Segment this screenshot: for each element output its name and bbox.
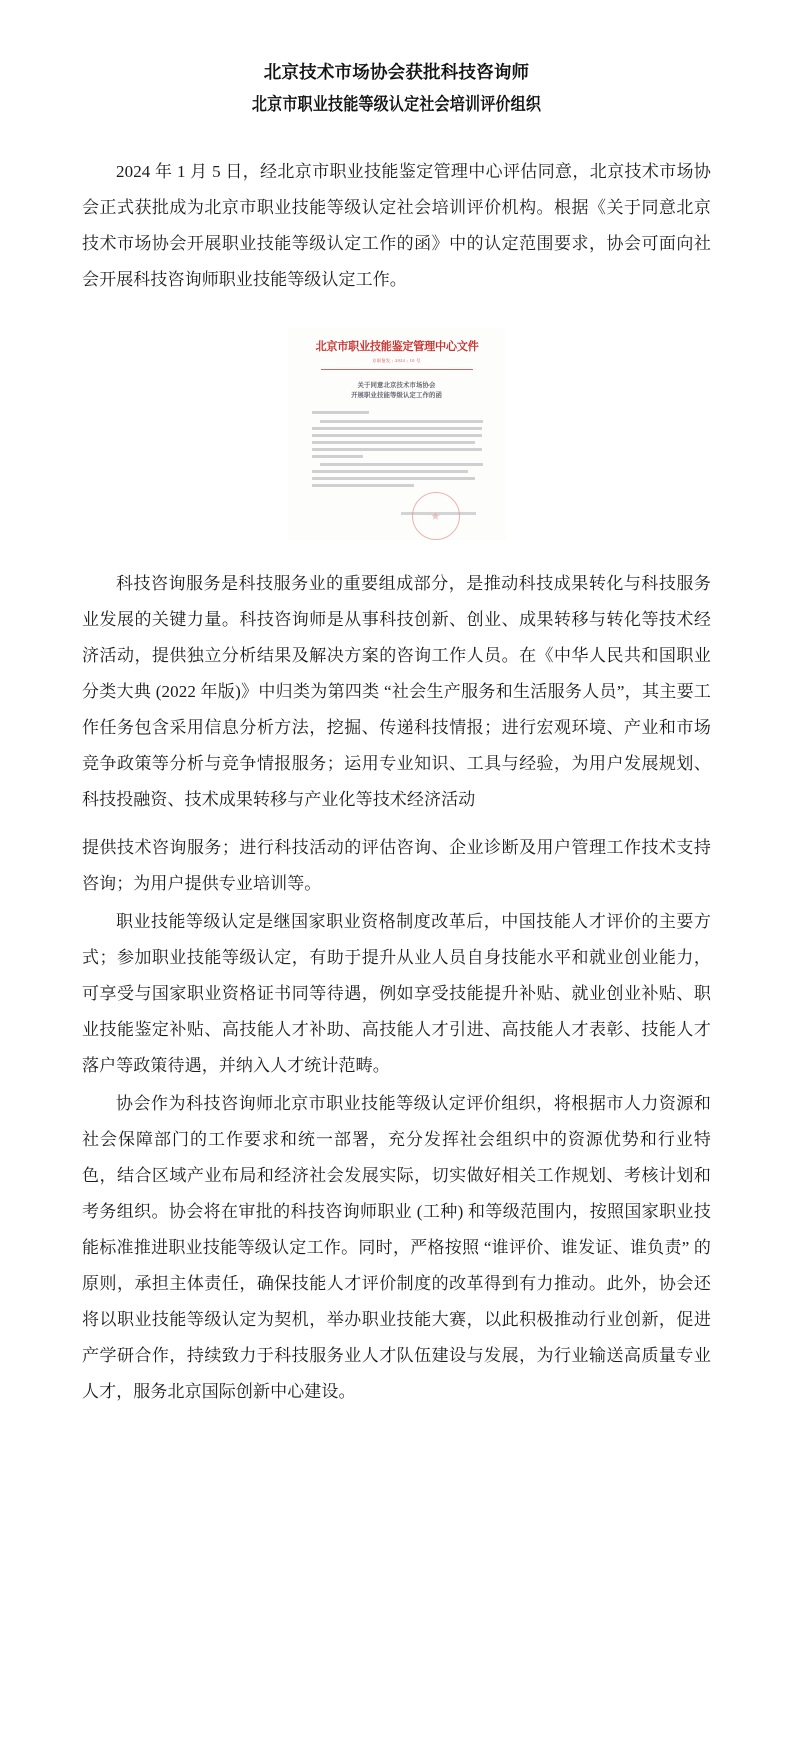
scan-document-number: 京职鉴发﹝2024﹞10 号 (372, 358, 421, 363)
scan-text-line (312, 427, 482, 430)
scanned-document-figure (288, 328, 506, 540)
paragraph-3: 提供技术咨询服务；进行科技活动的评估咨询、企业诊断及用户管理工作技术支持咨询；为用户提供专业培训等。 (82, 838, 711, 893)
paragraph-spacer (82, 820, 711, 830)
scan-header-rule (321, 369, 473, 370)
page-title (82, 56, 711, 120)
scan-subject (288, 381, 506, 401)
paragraph-5: 协会作为科技咨询师北京市职业技能等级认定评价组织，将根据市人力资源和社会保障部门的工作要求和统一部署，充分发挥社会组织中的资源优势和行业特色，结合区域产业布局和经济社会发展实际，切实做好相关工作规划、考核计划和考务组织。协会将在审批的科技咨询师职业 (工种) 和等级范围内，按照国家职业技能标准推进职业技能等级认定工作。同时，严格按照 “谁评价、谁发证、谁负责” 的原则，承担主体责任，确保技能人才评价制度的改革得到有力推动。此外，协会还将以职业技能等级认定为契机，举办职业技能大赛，以此积极推动行业创新，促进产学研合作，持续致力于科技服务业人才队伍建设与发展，为行业输送高质量专业人才，服务北京国际创新中心建设。 (82, 1094, 711, 1401)
paragraph-2: 科技咨询服务是科技服务业的重要组成部分，是推动科技成果转化与科技服务业发展的关键力量。科技咨询师是从事科技创新、创业、成果转移与转化等技术经济活动，提供独立分析结果及解决方案的咨询工作人员。在《中华人民共和国职业分类大典 (2022 年版)》中归类为第四类 “社会生产服务和生活服务人员”，其主要工作任务包含采用信息分析方法，挖掘、传递科技情报；进行宏观环境、产业和市场竞争政策等分析与竞争情报服务；运用专业知识、工具与经验，为用户发展规划、科技投融资、技术成果转移与产业化等技术经济活动 (82, 574, 711, 809)
scan-text-line (312, 434, 482, 437)
scan-text-line (312, 455, 363, 458)
scan-text-line (312, 448, 482, 451)
title-line-1: 北京技术市场协会获批科技咨询师 (263, 62, 530, 82)
scan-subject-line-2: 开展职业技能等级认定工作的函 (351, 392, 442, 399)
title-line-2: 北京市职业技能等级认定社会培训评价组织 (251, 94, 542, 114)
scan-body-text (312, 411, 482, 538)
scan-text-line (312, 484, 414, 487)
scan-signature-area (312, 496, 482, 538)
scan-text-line (312, 470, 468, 473)
scan-text-line (312, 477, 475, 480)
scan-subject-line-1: 关于同意北京技术市场协会 (357, 382, 436, 389)
paragraph-4: 职业技能等级认定是继国家职业资格制度改革后，中国技能人才评价的主要方式；参加职业技能等级认定，有助于提升从业人员自身技能水平和就业创业能力，可享受与国家职业资格证书同等待遇，例如享受技能提升补贴、就业创业补贴、职业技能鉴定补贴、高技能人才补助、高技能人才引进、高技能人才表彰、技能人才落户等政策待遇，并纳入人才统计范畴。 (82, 912, 711, 1075)
scanned-document-image (288, 328, 506, 540)
scan-text-line (312, 441, 475, 444)
scan-header-title: 北京市职业技能鉴定管理中心文件 (315, 341, 478, 353)
paragraph-1: 2024 年 1 月 5 日，经北京市职业技能鉴定管理中心评估同意，北京技术市场协会正式获批成为北京市职业技能等级认定社会培训评价机构。根据《关于同意北京技术市场协会开展职业技能等级认定工作的函》中的认定范围要求，协会可面向社会开展科技咨询师职业技能等级认定工作。 (82, 162, 711, 289)
scan-salutation (312, 411, 370, 414)
scan-text-line (320, 463, 483, 466)
scan-text-line (320, 420, 483, 423)
official-seal-icon (412, 492, 460, 540)
